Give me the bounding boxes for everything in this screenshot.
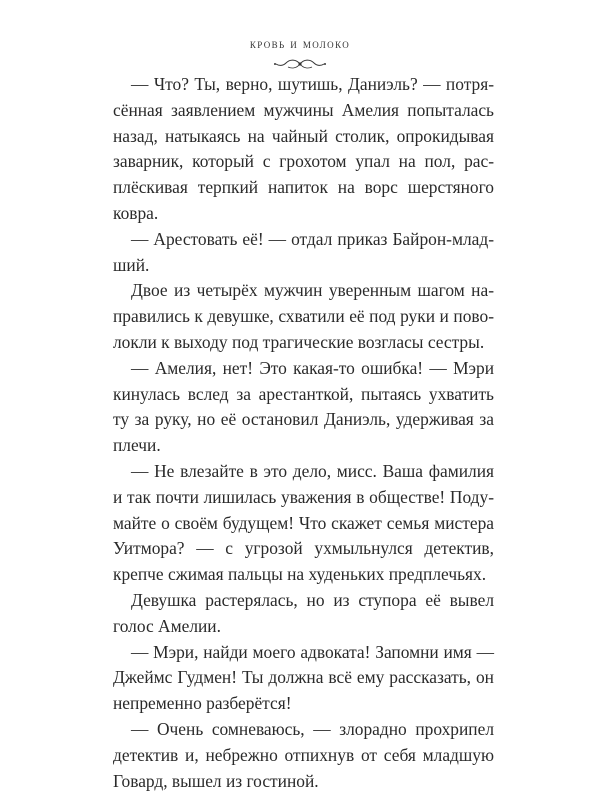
running-header: кровь и молоко bbox=[249, 36, 351, 51]
paragraph: — Амелия, нет! Это какая-то ошибка! — Мэри кинулась вслед за арестанткой, пытаясь ухватить ту за руку, но её остановил Даниэль, удерживая за плечи. bbox=[113, 357, 494, 456]
paragraph: — Не влезайте в это дело, мисс. Ваша фамилия и так почти лишилась уважения в обществе! Подумайте о своём будущем! Что скажет семья мистера Уитмора? — с угрозой ухмыльнулся детектив, крепче сжимая пальцы на худеньких предплечьях. bbox=[113, 460, 494, 585]
floral-divider-icon bbox=[270, 56, 330, 72]
paragraph: — Очень сомневаюсь, — злорадно прохрипел детектив и, небрежно отпихнув от себя младшую Говард, вышел из гостиной. bbox=[113, 718, 494, 791]
paragraph: Девушка растерялась, но из ступора её вывел голос Амелии. bbox=[113, 589, 494, 636]
paragraph: — Что? Ты, верно, шутишь, Даниэль? — потрясённая заявлением мужчины Амелия попыталась назад, натыкаясь на чайный столик, опрокидывая заварник, который с грохотом упал на пол, расплёскивая терпкий напиток на ворс шерстяного ковра. bbox=[113, 74, 494, 223]
paragraph: — Арестовать её! — отдал приказ Байрон-младший. bbox=[113, 228, 494, 275]
paragraph: — Мэри, найди моего адвоката! Запомни имя — Джеймс Гудмен! Ты должна всё ему рассказать, он непременно разберётся! bbox=[113, 641, 494, 714]
body-text bbox=[113, 72, 494, 794]
paragraph: Двое из четырёх мужчин уверенным шагом направились к девушке, схватили её под руки и поволокли к выходу под трагические возгласы сестры. bbox=[113, 280, 494, 352]
